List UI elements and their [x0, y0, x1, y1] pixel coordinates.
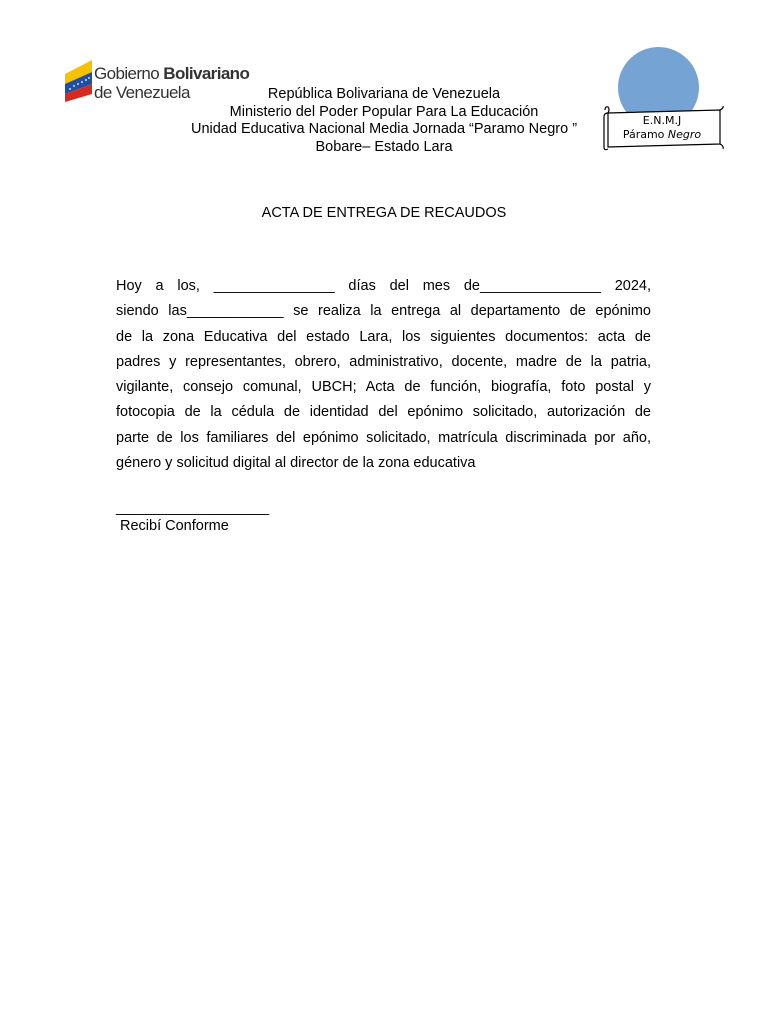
venezuela-flag-icon — [64, 56, 96, 104]
header-location: Bobare– Estado Lara — [315, 138, 453, 155]
body-line: parte de los familiares del epónimo solicitado, matrícula discriminada por año, — [116, 429, 651, 446]
body-line: Hoy a los, _______________ días del mes de_______________ 2024, — [116, 278, 651, 294]
header-republic: República Bolivariana de Venezuela — [267, 86, 501, 102]
header-school: Unidad Educativa Nacional Media Jornada “Paramo Negro ” — [190, 121, 578, 137]
scroll-banner-line1: E.N.M.J — [642, 114, 682, 127]
document-body — [116, 274, 651, 476]
body-line: fotocopia de la cédula de identidad del epónimo solicitado, autorización de — [116, 404, 651, 421]
logo-text-line2: de Venezuela — [94, 83, 190, 102]
document-header — [150, 86, 618, 156]
scroll-banner-text — [610, 114, 714, 142]
signature-line: ___________________ — [116, 500, 270, 516]
body-line: padres y representantes, obrero, administrativo, docente, madre de la patria, — [116, 353, 651, 370]
body-line: vigilante, consejo comunal, UBCH; Acta de función, biografía, foto postal y — [116, 379, 651, 396]
body-line: de la zona Educativa del estado Lara, los siguientes documentos: acta de — [116, 328, 651, 345]
header-ministry: Ministerio del Poder Popular Para La Educación — [229, 103, 539, 120]
document-title: ACTA DE ENTREGA DE RECAUDOS — [261, 205, 507, 221]
body-line: género y solicitud digital al director de la zona educativa — [116, 455, 476, 472]
logo-text-line1: Gobierno Bolivariano — [94, 64, 250, 83]
signature-label: Recibí Conforme — [120, 518, 229, 534]
scroll-banner-line2: Páramo Negro — [622, 128, 702, 141]
body-line: siendo las____________ se realiza la entrega al departamento de epónimo — [116, 303, 651, 320]
